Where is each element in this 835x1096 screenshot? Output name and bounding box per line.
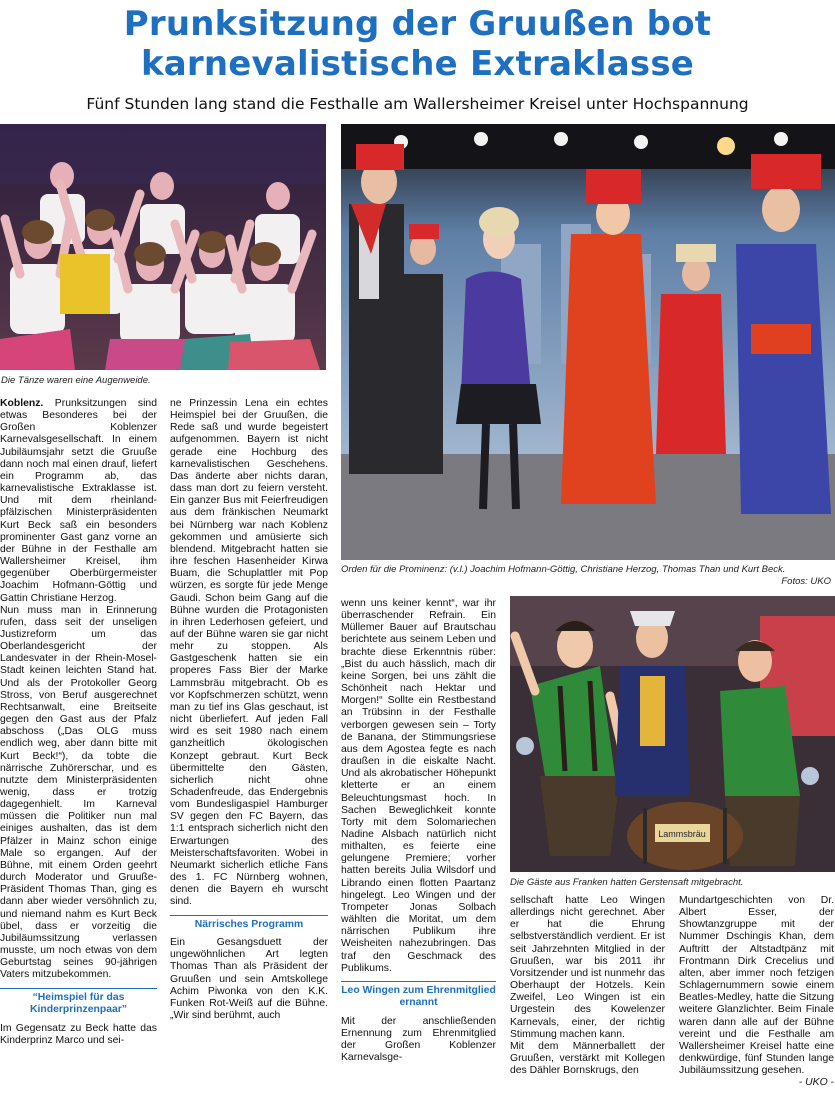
paragraph: Ein Gesangsduett der ungewöhnlichen Art legten Thomas Than als Präsident der Gruußen und sein Amtskollege Achim Piwonka von den K.K. Funken Rot-Weiß auf die Bühne. „Wir sind berühmt, auch: [170, 937, 328, 1021]
prominence-illustration: [341, 124, 835, 560]
closing-text: Mundartgeschichten von Dr. Albert Esser, der Showtanzgruppe mit der Nummer Dschingis Khan, dem Auftritt der Altstadtpänz mit Frontmann Dirk Crecelius und alten, aber immer noch fetzigen Schlagernummern sowie einem Beatles-Medley, hatte die Sitzung weitere Glanzlichter. Beim Finale waren dann alle auf der Bühne vereint und die Festhalle am Wallersheimer Kreisel hatte eine denkwürdige, fünf Stunden lange Jubiläumssitzung gesehen.: [679, 895, 834, 1077]
author-signature: - UKO -: [798, 1077, 834, 1089]
column-4: [510, 895, 665, 1096]
guests-illustration: [510, 596, 835, 872]
dancers-illustration: [0, 124, 326, 370]
paragraph: Nun muss man in Erinnerung rufen, dass seit der unseligen Justizreform um das Oberlandesgericht der Landesvater in der Rhein-Mosel-Stadt keinen leichten Stand hat. Und als der Protokoller Georg Stross, von Beruf ausgerechnet Rechtsanwalt, eine Breitseite gegen den Gast aus der Pfalz abschoss („Das OLG muss endlich weg, aber dann bitte mit Kurt Beck!“), da tobte die närrische Zuhörerschar, und es nutzte dem Ministerpräsidenten wenig, dass er trotzig dagegenhielt. Im Karneval müssen die Politiker nun mal einiges aushalten, das ist dem Pfälzer in Mainz schon einige Male so ergangen. Auf der Bühne, mit einem Orden geehrt durch Moderator und Gruuße-Präsident Thomas Than, ging es dann aber wieder versöhnlich zu, und niemand nahm es Kurt Beck übel, dass er vorzeitig die Jubiläumssitzung verlassen musste, um noch etwas von dem Geburtstag seines 90-jährigen Vaters mitzubekommen.: [0, 604, 157, 981]
paragraph: Mit der anschließenden Ernennung zum Ehrenmitglied der Großen Koblenzer Karnevalsge-: [341, 1015, 496, 1064]
caption-guests: Die Gäste aus Franken hatten Gerstensaft mitgebracht.: [510, 877, 744, 888]
paragraph-intro: [0, 398, 157, 605]
paragraph: ne Prinzessin Lena ein echtes Heimspiel bei der Gruußen, die Rede saß und wurde begeistert aufgenommen. Bayern ist nicht gerade eine Hochburg des karnevalistischen Geschehens. Das änderte aber nichts daran, dass man dort zu feiern versteht. Ein ganzer Bus mit Feierfreudigen aus dem fränkischen Neumarkt bei Nürnberg war nach Koblenz gekommen und amüsierte sich blendend. Mitgebracht hatten sie ihre feschen Hasenheider Kirwa Buam, die Schuplattler mit Pop würzen, es sorgte für jede Menge Gaudi. Schon beim Gang auf die Bühne wurden die Protagonisten in ihren Lederhosen gefeiert, und auf der Bühne waren sie gar nicht mehr zu stoppen. Als Gastgeschenk hatten sie ein properes Fass Bier der Marke Lammsbräu mitgebracht. Ob es vor Kopfschmerzen schützt, wenn man zu tief ins Glas geschaut, ist nicht überliefert. Auf jeden Fall wird es seit 1980 nach einem ganzheitlich ökologischen Konzept gebraut. Kurt Beck übermittelte den Gästen, sicherlich nicht ohne Schadenfreude, das Endergebnis vom Bundesligaspiel Hamburger SV gegen den FC Bayern, das 1:1 entsprach sicherlich nicht den Erwartungen des Meisterschaftsfavoriten. Wobei in Neumarkt sicherlich etliche Fans des 1. FC Nürnberg wohnen, denen die Bayern eh wurscht sind.: [170, 398, 328, 908]
column-3: [341, 598, 496, 1096]
photo-guests: [510, 596, 835, 872]
column-2: [170, 398, 328, 1096]
subheading-ehrenmitglied: Leo Wingen zum Ehrenmitglied ernannt: [341, 981, 496, 1010]
intro-text: Prunksitzungen sind etwas Besonderes bei der Großen Koblenzer Karnevalsgesellschaft. In einem Jubiläumsjahr setzt die Gruuße dann noch mal einen drauf, liefert ein Programm ab, das karnevalistische Extraklasse ist. Und mit dem rheinland-pfälzischen Ministerpräsidenten Kurt Beck saß ein besonders prominenter Gast ganz vorne an der Bühne in der Festhalle am Wallersheimer Kreisel, ihm gegenüber Oberbürgermeister Joachim Hofmann-Göttig und Gattin Christiane Herzog.: [0, 398, 157, 604]
column-1: [0, 398, 157, 1096]
subheadline: Fünf Stunden lang stand die Festhalle am Wallersheimer Kreisel unter Hochspannung: [86, 95, 749, 113]
subheading-heimspiel: “Heimspiel für das Kinderprinzenpaar”: [0, 988, 157, 1017]
barrel-label: Lammsbräu: [658, 829, 706, 839]
paragraph: wenn uns keiner kennt“, war ihr überraschender Refrain. Ein Müllemer Bauer auf Brautschau berichtete aus seinem Leben und brachte diese Erkenntnis rüber: „Bist du auch hässlich, mach dir keine Sorgen, bei uns zählt die Schönheit nach Hektar und Morgen!“ Sollte ein Restbestand an Trübsinn in der Festhalle verborgen gewesen sein – Torty de Banana, der Stimmungsriese aus dem Agostea fegte es nach draußen in die eiskalte Nacht. Und als akrobatischer Höhepunkt kletterte er an einem Beleuchtungsmast hoch. In Sachen Beweglichkeit konnte Torty mit dem Solomariechen Nadine Alsbach natürlich nicht mithalten, es feierte eine gelungene Premiere; vorher hatten bereits Julia Wilsdorf und Librando einen flotten Paartanz hingelegt. Leo Wingen und der Trompeter Jonas Solbach wählten die Moritat, um dem närrischen Publikum ihre Weisheiten nahezubringen. Das traf den Geschmack des Publikums.: [341, 598, 496, 974]
caption-dancers: Die Tänze waren eine Augenweide.: [1, 375, 151, 386]
photo-dancers: [0, 124, 326, 370]
headline-line-2: karnevalistische Extraklasse: [140, 44, 695, 84]
dateline: Koblenz.: [0, 398, 44, 409]
headline-line-1: Prunksitzung der Gruußen bot: [123, 4, 712, 44]
caption-prominence: Orden für die Prominenz: (v.l.) Joachim Hofmann-Göttig, Christiane Herzog, Thomas Than und Kurt Beck.: [341, 564, 786, 575]
paragraph: sellschaft hatte Leo Wingen allerdings nicht gerechnet. Aber er hat die Ehrung selbstverständlich verdient. Er ist seit Jahrzehnten Mitglied in der Gruußen, war bis 2011 ihr Vorsitzender und ist nunmehr das Oberhaupt der Hotzels. Kein Zweifel, Leo Wingen ist ein Urgestein des Kowelenzer Karnevals, einer, der richtig Stimmung machen kann.: [510, 895, 665, 1040]
paragraph: Im Gegensatz zu Beck hatte das Kinderprinz Marco und sei-: [0, 1022, 157, 1046]
photo-credit: Fotos: UKO: [781, 576, 831, 587]
headline: [0, 4, 835, 84]
photo-prominence: [341, 124, 835, 560]
paragraph: Mit dem Männerballett der Gruußen, verstärkt mit Kollegen des Dähler Bornskrugs, den: [510, 1040, 665, 1077]
subheading-programm: Närrisches Programm: [170, 915, 328, 932]
column-5: [679, 895, 834, 1096]
paragraph: [679, 895, 834, 1089]
